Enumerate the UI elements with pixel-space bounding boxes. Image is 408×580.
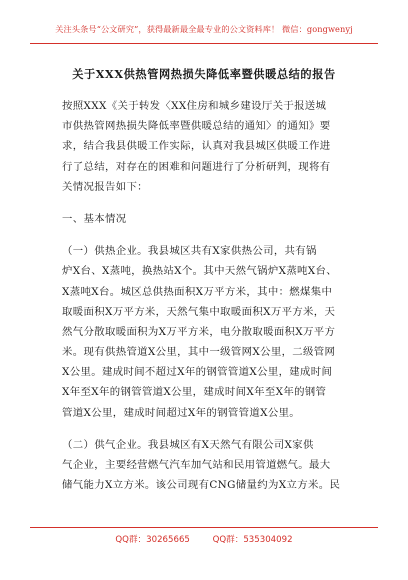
body-line: 关情况报告如下： [62, 180, 148, 193]
footer [0, 533, 408, 545]
body-line: 市供热管网热损失降低率暨供暖总结的通知〉的通知》要 [62, 120, 331, 133]
body-line: 求，结合我县供暖工作实际，认真对我县城区供暖工作进 [62, 140, 331, 153]
body-line: 取暖面积X万平方米，天然气集中取暖面积X万平方米，天 [62, 305, 336, 318]
body-line: 储气能力X立方米。该公司现有CNG储量约为X立方米。民 [62, 479, 341, 492]
body-line: 然气分散取暖面积为X万平方米，电分散取暖面积X万平方 [62, 325, 336, 338]
body-line: 米。现有供热管道X公里，其中一级管网X公里，二级管网 [62, 346, 336, 359]
body-line: X公里。建成时间不超过X年的钢管管道X公里，建成时间 [62, 366, 333, 379]
body-line: X蒸吨X台。城区总供热面积X万平方米，其中：燃煤集中 [62, 285, 333, 298]
body-line: （一）供热企业。我县城区共有X家供热公司，共有锅 [62, 245, 317, 258]
paragraph-gap [62, 229, 362, 241]
body-line: 管道X公里，建成时间超过X年的钢管管道X公里。 [62, 406, 301, 419]
footer-qq-group-1: QQ群：30265665 [115, 535, 190, 545]
paragraph-gap [62, 423, 362, 435]
header-banner: 关注头条号“公文研究”，获得最新最全最专业的公文资料库！ 微信：gongwenyj [55, 24, 353, 34]
header-divider [30, 43, 378, 44]
body-line: 气企业，主要经营燃气汽车加气站和民用管道燃气。最大 [62, 459, 331, 471]
document-body [62, 96, 362, 495]
footer-divider [30, 527, 378, 528]
footer-qq-group-2: QQ群：535304092 [212, 535, 293, 545]
body-line: 炉X台、X蒸吨，换热站X个。其中天然气锅炉X蒸吨X台、 [62, 265, 338, 278]
document-title: 关于XXX供热管网热损失降低率暨供暖总结的报告 [72, 67, 336, 81]
body-line: X年至X年的钢管管道X公里，建成时间X年至X年的钢管 [62, 386, 327, 399]
body-line: 按照XXX《关于转发〈XX住房和城乡建设厅关于报送城 [62, 100, 327, 112]
body-line: 行了总结，对存在的困难和问题进行了分析研判，现将有 [62, 160, 331, 173]
paragraph-gap [62, 197, 362, 209]
body-line: （二）供气企业。我县城区有X天然气有限公司X家供 [62, 438, 314, 451]
section-heading: 一、基本情况 [62, 212, 127, 225]
